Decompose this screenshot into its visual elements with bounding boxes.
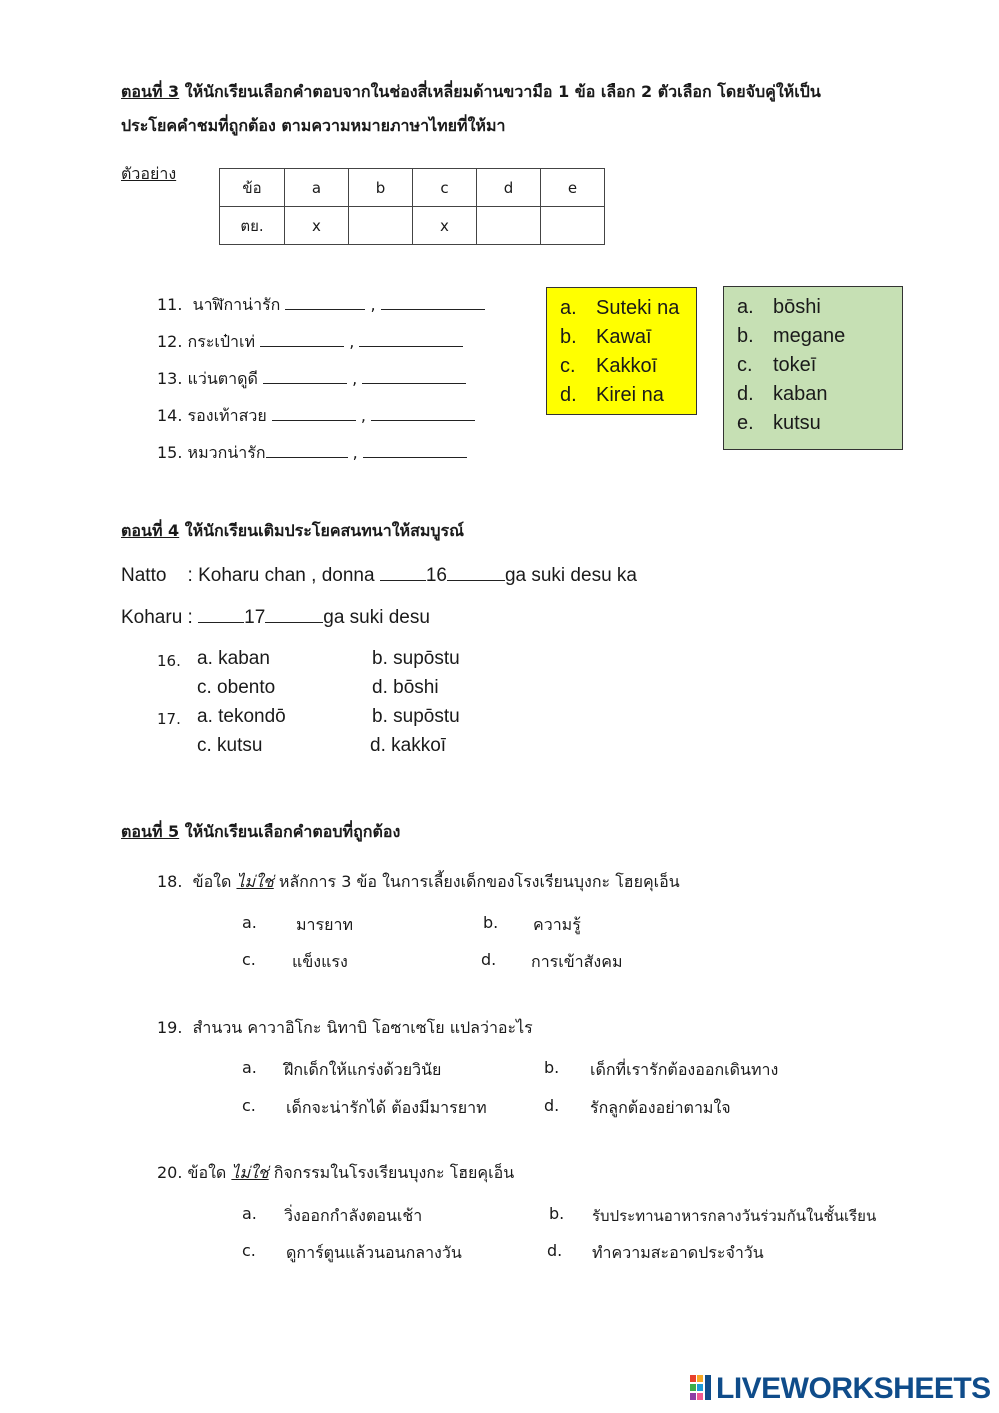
choice-letter: d. (737, 383, 754, 405)
choice-letter: a. (737, 296, 754, 318)
question-text: หมวกน่ารัก (187, 443, 266, 462)
question-12 (157, 330, 463, 355)
question-text: ข้อใด (192, 872, 237, 891)
question-number: 16. (157, 652, 181, 670)
choice-word: tokeī (773, 354, 817, 376)
choice-word: Kirei na (596, 384, 664, 406)
dialogue-line-natto (121, 565, 637, 587)
example-row-cell: x (413, 207, 477, 245)
blank-separator: , (349, 332, 355, 351)
example-table-header (220, 169, 605, 207)
choice-a-text[interactable]: ฝึกเด็กให้แกร่งด้วยวินัย (284, 1060, 442, 1079)
choice-word: Kawaī (596, 326, 652, 348)
example-header-cell: a (285, 169, 349, 207)
question-text: แว่นตาดูดี (187, 369, 258, 388)
question-text: สำนวน คาวาอิโกะ นิทาบิ โอซาเซโย แปลว่าอะไร (192, 1018, 533, 1037)
choice-letter: e. (737, 412, 754, 434)
choice-c[interactable] (242, 950, 256, 969)
choice-b-text[interactable]: เด็กที่เรารักต้องออกเดินทาง (590, 1060, 779, 1079)
choice-letter: b. (560, 326, 577, 348)
example-row-cell: x (285, 207, 349, 245)
example-table (219, 168, 605, 245)
part5-title (121, 820, 400, 845)
answer-blank[interactable] (198, 608, 244, 623)
question-number: 12. (157, 332, 183, 351)
choice-letter: d. (544, 1096, 560, 1115)
dialogue-text: : (182, 607, 199, 628)
choice-b[interactable]: b. supōstu (372, 706, 460, 727)
choice-c-text[interactable]: เด็กจะน่ารักได้ ต้องมีมารยาท (286, 1098, 487, 1117)
choice-b-text[interactable]: รับประทานอาหารกลางวันร่วมกันในชั้นเรียน (592, 1207, 877, 1225)
choice-letter: d. (547, 1241, 563, 1260)
choice-letter: c. (737, 354, 753, 376)
choice-d[interactable] (547, 1241, 562, 1260)
answer-blank[interactable] (285, 295, 365, 310)
choice-c-text[interactable]: แข็งแรง (292, 952, 348, 971)
question-11 (157, 293, 485, 318)
choice-letter: c. (560, 355, 576, 377)
answer-blank[interactable] (265, 608, 323, 623)
example-row-cell (349, 207, 413, 245)
choice-word: megane (773, 325, 846, 347)
choice-a[interactable]: a. kaban (197, 648, 270, 669)
answer-blank[interactable] (381, 295, 485, 310)
question-14 (157, 404, 475, 429)
question-emphasis: ไม่ใช่ (236, 872, 274, 891)
choice-b-text[interactable]: ความรู้ (533, 915, 581, 934)
choice-letter: a. (242, 1058, 257, 1077)
blank-separator: , (360, 406, 366, 425)
answer-blank[interactable] (362, 369, 466, 384)
answer-blank[interactable] (363, 443, 467, 458)
question-emphasis: ไม่ใช่ (231, 1163, 269, 1182)
choice-letter: b. (737, 325, 754, 347)
choice-word: Suteki na (596, 297, 680, 319)
choice-letter: a. (242, 1204, 257, 1223)
question-text: หลักการ 3 ข้อ ในการเลี้ยงเด็กของโรงเรียนบุงกะ โฮยคุเอ็น (273, 872, 680, 891)
blank-separator: , (370, 295, 376, 314)
choice-d[interactable] (544, 1096, 559, 1115)
example-label: ตัวอย่าง (121, 164, 177, 183)
question-text: ข้อใด (187, 1163, 232, 1182)
choice-c[interactable]: c. obento (197, 677, 276, 698)
choice-letter: c. (242, 1241, 256, 1260)
choice-b[interactable] (483, 913, 498, 932)
choice-word: bōshi (773, 296, 821, 318)
question-number: 17. (157, 710, 181, 728)
example-row-cell (477, 207, 541, 245)
dialogue-text: ga suki desu ka (504, 565, 637, 586)
choice-a[interactable] (242, 913, 257, 932)
brand-name: LIVEWORKSHEETS (716, 1372, 991, 1405)
question-text: กระเป๋าเท่ (187, 332, 256, 351)
question-number: 11. (157, 295, 183, 314)
choice-letter: b. (544, 1058, 560, 1077)
choice-b[interactable] (544, 1058, 559, 1077)
speaker-name: Koharu (121, 607, 183, 628)
question-number: 20. (157, 1163, 183, 1182)
choice-word: Kakkoī (596, 355, 658, 377)
adjective-choices-box (546, 287, 697, 415)
answer-blank[interactable] (260, 332, 344, 347)
blank-separator: , (352, 369, 358, 388)
example-header-cell: d (477, 169, 541, 207)
choice-b[interactable] (549, 1204, 564, 1223)
example-row-cell (541, 207, 605, 245)
choice-a-text[interactable]: วิ่งออกกำลังตอนเช้า (284, 1206, 423, 1225)
choice-d-text[interactable]: ทำความสะอาดประจำวัน (592, 1243, 764, 1262)
part3-title-text: ให้นักเรียนเลือกคำตอบจากในช่องสี่เหลี่ยมด้านขวามือ 1 ข้อ เลือก 2 ตัวเลือก โดยจับคู่ให้เป็น (179, 82, 821, 101)
question-15 (157, 441, 467, 466)
example-header-cell: ข้อ (220, 169, 285, 207)
noun-choices-box (723, 286, 903, 450)
dialogue-text: : Koharu chan , donna (187, 565, 380, 586)
question-text: นาฬิกาน่ารัก (192, 295, 281, 314)
choice-letter: d. (560, 384, 577, 406)
choice-word: kaban (773, 383, 828, 405)
choice-letter: a. (242, 913, 257, 932)
speaker-name: Natto (121, 565, 167, 586)
question-number: 18. (157, 872, 183, 891)
question-number: 14. (157, 406, 183, 425)
question-19 (157, 1016, 533, 1041)
choice-letter: c. (242, 950, 256, 969)
example-table-row (220, 207, 605, 245)
choice-b[interactable]: b. supōstu (372, 648, 460, 669)
answer-blank[interactable] (447, 566, 505, 581)
choice-c[interactable] (242, 1241, 256, 1260)
choice-letter: d. (481, 950, 497, 969)
blank-separator: , (352, 443, 358, 462)
choice-c[interactable]: c. kutsu (197, 735, 263, 756)
part5-title-label: ตอนที่ 5 (121, 822, 180, 841)
liveworksheets-icon (690, 1375, 712, 1401)
choice-c-text[interactable]: ดูการ์ตูนแล้วนอนกลางวัน (286, 1243, 462, 1262)
example-header-cell: c (413, 169, 477, 207)
choice-letter: b. (483, 913, 499, 932)
part4-title-text: ให้นักเรียนเติมประโยคสนทนาให้สมบูรณ์ (179, 521, 464, 540)
question-number: 15. (157, 443, 183, 462)
choice-d-text[interactable]: รักลูกต้องอย่าตามใจ (590, 1098, 731, 1117)
choice-a[interactable] (242, 1058, 257, 1077)
question-13 (157, 367, 466, 392)
answer-blank[interactable] (380, 566, 426, 581)
question-number: 13. (157, 369, 183, 388)
example-header-cell: b (349, 169, 413, 207)
blank-number: 16 (425, 565, 447, 586)
question-text: รองเท้าสวย (187, 406, 267, 425)
choice-c[interactable] (242, 1096, 256, 1115)
question-text: กิจกรรมในโรงเรียนบุงกะ โฮยคุเอ็น (268, 1163, 515, 1182)
answer-blank[interactable] (371, 406, 475, 421)
answer-blank[interactable] (272, 406, 356, 421)
choice-d-text[interactable]: การเข้าสังคม (531, 952, 623, 971)
answer-blank[interactable] (359, 332, 463, 347)
choice-d[interactable] (481, 950, 496, 969)
dialogue-line-koharu (121, 607, 430, 629)
choice-word: kutsu (773, 412, 821, 434)
part4-title-label: ตอนที่ 4 (121, 521, 180, 540)
question-18 (157, 870, 680, 895)
question-number: 19. (157, 1018, 183, 1037)
answer-blank[interactable] (263, 369, 347, 384)
choice-letter: c. (242, 1096, 256, 1115)
part3-title-line2: ประโยคคำชมที่ถูกต้อง ตามความหมายภาษาไทยที่ให้มา (121, 116, 506, 135)
example-header-cell: e (541, 169, 605, 207)
choice-a[interactable] (242, 1204, 257, 1223)
choice-letter: b. (549, 1204, 565, 1223)
answer-blank[interactable] (266, 443, 348, 458)
question-20 (157, 1161, 514, 1186)
choice-a-text[interactable]: มารยาท (296, 915, 354, 934)
part3-title-label: ตอนที่ 3 (121, 82, 180, 101)
choice-d[interactable]: d. bōshi (372, 677, 439, 698)
part5-title-text: ให้นักเรียนเลือกคำตอบที่ถูกต้อง (179, 822, 401, 841)
example-row-cell: ตย. (220, 207, 285, 245)
dialogue-text: ga suki desu (323, 607, 430, 628)
part4-title (121, 519, 464, 544)
blank-number: 17 (244, 607, 266, 628)
choice-letter: a. (560, 297, 577, 319)
part3-title (121, 80, 821, 105)
choice-a[interactable]: a. tekondō (197, 706, 286, 727)
choice-d[interactable]: d. kakkoī (370, 735, 447, 756)
